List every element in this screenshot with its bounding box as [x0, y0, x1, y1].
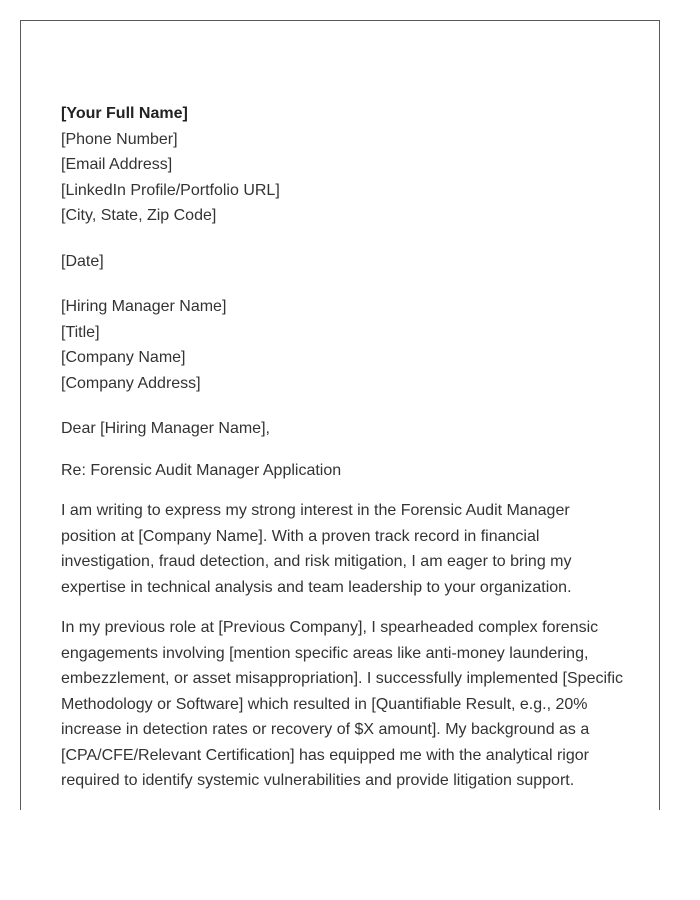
letter-page	[20, 20, 660, 810]
recipient-block	[61, 294, 627, 396]
body-paragraph-2: In my previous role at [Previous Company], I spearheaded complex forensic engagements involving [mention specific areas like anti-money laundering, embezzlement, or asset misappropriation]. I successfully implemented [Specific Methodology or Software] which resulted in [Quantifiable Result, e.g., 20% increase in detection rates or recovery of $X amount]. My background as a [CPA/CFE/Relevant Certification] has equipped me with the analytical rigor required to identify systemic vulnerabilities and provide litigation support.	[61, 619, 624, 789]
subject-line: Re: Forensic Audit Manager Application	[61, 461, 342, 479]
greeting-block	[61, 416, 627, 442]
sender-block	[61, 101, 627, 229]
sender-email: [Email Address]	[61, 156, 173, 173]
letter-body	[61, 101, 627, 809]
recipient-company: [Company Name]	[61, 349, 186, 366]
recipient-address: [Company Address]	[61, 374, 201, 392]
recipient-name: [Hiring Manager Name]	[61, 298, 227, 315]
date-block	[61, 249, 627, 275]
salutation: Dear [Hiring Manager Name],	[61, 420, 270, 437]
recipient-title: [Title]	[61, 323, 100, 341]
subject-block	[61, 458, 627, 484]
body-paragraph-1: I am writing to express my strong interest in the Forensic Audit Manager position at [Company Name]. With a proven track record in financial investigation, fraud detection, and risk mitigation, I am eager to bring my expertise in technical analysis and team leadership to your organization.	[61, 502, 572, 596]
sender-location: [City, State, Zip Code]	[61, 207, 217, 224]
letter-date: [Date]	[61, 252, 104, 270]
sender-name: [Your Full Name]	[61, 105, 188, 122]
sender-phone: [Phone Number]	[61, 130, 178, 148]
sender-linkedin: [LinkedIn Profile/Portfolio URL]	[61, 181, 280, 199]
